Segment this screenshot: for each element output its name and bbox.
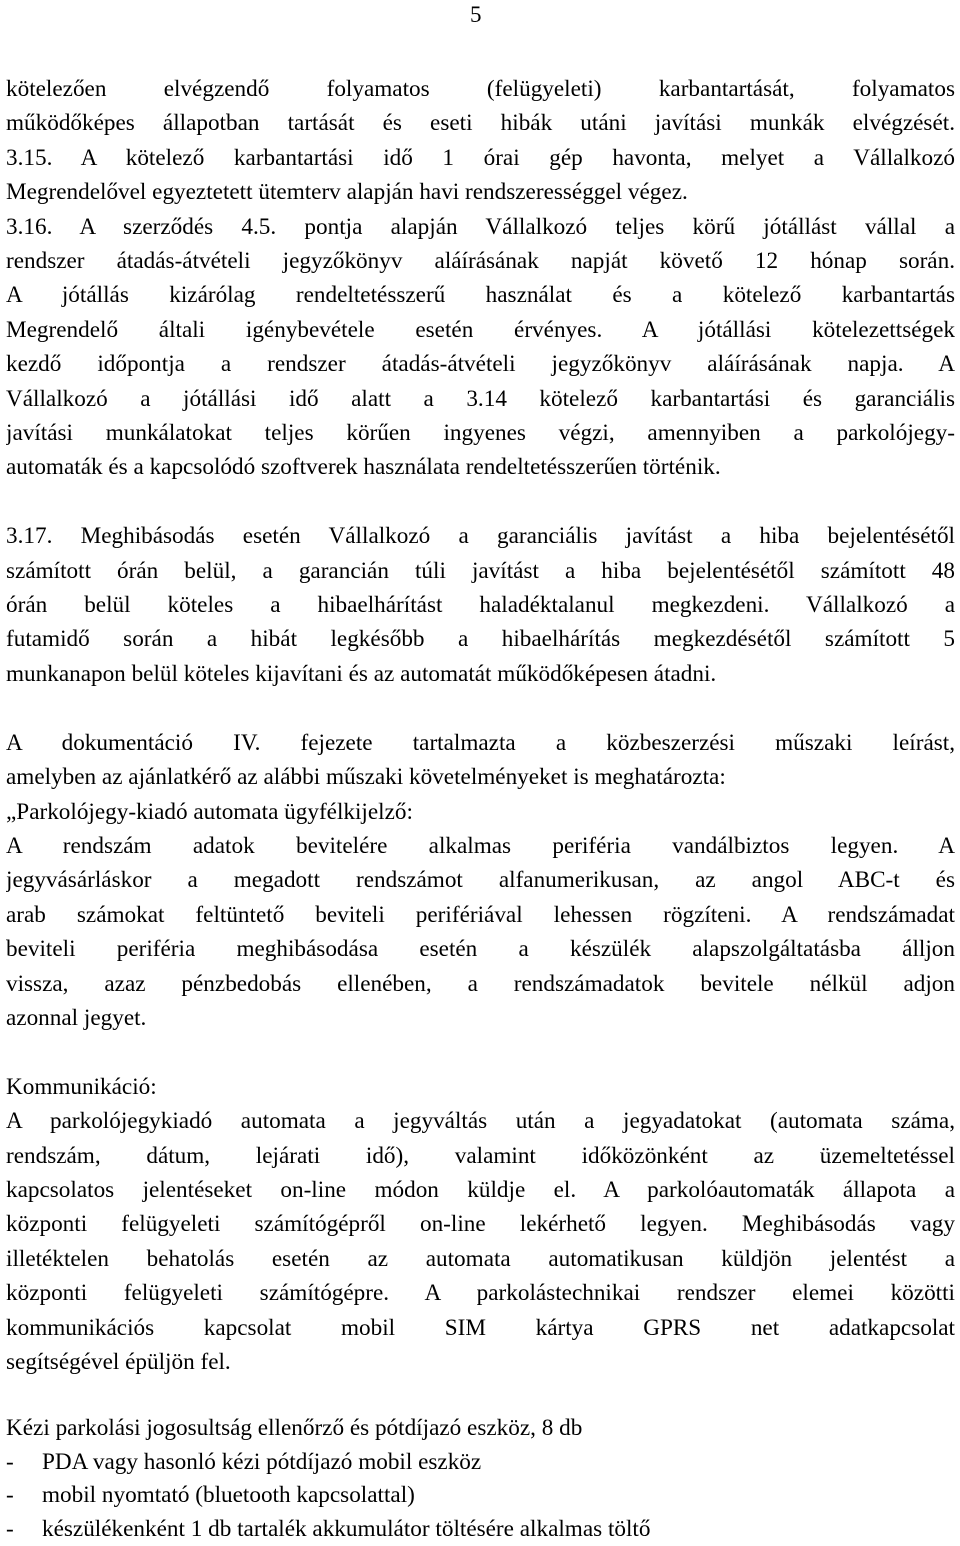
paragraph — [6, 519, 955, 691]
document-body — [6, 72, 955, 1546]
list-marker: - — [6, 1515, 14, 1542]
text-line: rendszer átadás-átvételi jegyzőkönyv aláírásának napját követő 12 hónap során. — [6, 248, 955, 275]
equipment-list — [6, 1446, 955, 1546]
text-line: kommunikációs kapcsolat mobil SIM kártya GPRS net adatkapcsolat — [6, 1314, 955, 1341]
text-line: 3.16. A szerződés 4.5. pontja alapján Vállalkozó teljes körű jótállást vállal a — [6, 213, 955, 240]
text-line: 3.17. Meghibásodás esetén Vállalkozó a garanciális javítást a hiba bejelentésétől — [6, 523, 955, 550]
equipment-heading: Kézi parkolási jogosultság ellenőrző és pótdíjazó eszköz, 8 db — [6, 1415, 583, 1442]
text-line: Kommunikáció: — [6, 1073, 157, 1100]
text-line: „Parkolójegy-kiadó automata ügyfélkijelző: — [6, 798, 413, 825]
paragraphs — [6, 72, 955, 1379]
text-line: futamidő során a hibát legkésőbb a hibaelhárítás megkezdésétől számított 5 — [6, 626, 955, 653]
text-line: rendszám, dátum, lejárati idő), valamint időközönként az üzemeltetéssel — [6, 1142, 955, 1169]
page-number: 5 — [470, 2, 482, 27]
text-line: A jótállás kizárólag rendeltetésszerű használat és a kötelező karbantartás — [6, 282, 955, 309]
text-line: 3.15. A kötelező karbantartási idő 1 órai gép havonta, melyet a Vállalkozó — [6, 144, 955, 171]
text-line: A parkolójegykiadó automata a jegyváltás után a jegyadatokat (automata száma, — [6, 1108, 955, 1135]
text-line: javítási munkálatokat teljes körűen ingyenes végzi, amennyiben a parkolójegy- — [6, 420, 955, 447]
list-item — [6, 1446, 955, 1480]
text-line: beviteli periféria meghibásodása esetén a készülék alapszolgáltatásba álljon — [6, 936, 955, 963]
text-line: jegyvásárláskor a megadott rendszámot alfanumerikusan, az angol ABC-t és — [6, 867, 955, 894]
text-line: kötelezően elvégzendő folyamatos (felügyeleti) karbantartását, folyamatos — [6, 76, 955, 102]
text-line: azonnal jegyet. — [6, 1004, 147, 1031]
paragraph — [6, 726, 955, 1036]
text-line: vissza, azaz pénzbedobás ellenében, a rendszámadatok bevitele nélkül adjon — [6, 970, 955, 997]
text-line: amelyben az ajánlatkérő az alábbi műszaki követelményeket is meghatározta: — [6, 764, 726, 791]
text-line: A rendszám adatok bevitelére alkalmas periféria vandálbiztos legyen. A — [6, 832, 955, 859]
list-item-text: PDA vagy hasonló kézi pótdíjazó mobil eszköz — [42, 1448, 482, 1475]
list-item — [6, 1513, 955, 1546]
paragraph — [6, 72, 955, 485]
text-line: kapcsolatos jelentéseket on-line módon küldje el. A parkolóautomaták állapota a — [6, 1176, 955, 1203]
list-item-text: készülékenként 1 db tartalék akkumulátor töltésére alkalmas töltő — [42, 1515, 651, 1542]
list-item — [6, 1479, 955, 1513]
paragraph — [6, 1070, 955, 1380]
list-marker: - — [6, 1482, 14, 1509]
text-line: A dokumentáció IV. fejezete tartalmazta a közbeszerzési műszaki leírást, — [6, 729, 955, 756]
text-line: munkanapon belül köteles kijavítani és az automatát működőképesen átadni. — [6, 660, 717, 687]
text-line: automaták és a kapcsolódó szoftverek használata rendeltetésszerűen történik. — [6, 454, 721, 481]
text-line: órán belül köteles a hibaelhárítást haladéktalanul megkezdeni. Vállalkozó a — [6, 592, 955, 619]
text-line: központi felügyeleti számítógépre. A parkolástechnikai rendszer elemei közötti — [6, 1280, 955, 1307]
text-line: Megrendelő általi igénybevétele esetén érvényes. A jótállási kötelezettségek — [6, 316, 955, 343]
text-line: számított órán belül, a garancián túli javítást a hiba bejelentésétől számított 48 — [6, 557, 955, 584]
list-marker: - — [6, 1448, 14, 1475]
text-line: segítségével épüljön fel. — [6, 1348, 231, 1375]
text-line: kezdő időpontja a rendszer átadás-átvételi jegyzőkönyv aláírásának napja. A — [6, 351, 955, 378]
text-line: Vállalkozó a jótállási idő alatt a 3.14 kötelező karbantartási és garanciális — [6, 385, 955, 412]
text-line: központi felügyeleti számítógépről on-line lekérhető legyen. Meghibásodás vagy — [6, 1211, 955, 1238]
text-line: illetéktelen behatolás esetén az automata automatikusan küldjön jelentést a — [6, 1245, 955, 1272]
text-line: arab számokat feltüntető beviteli perifériával lehessen rögzíteni. A rendszámadat — [6, 901, 955, 928]
text-line: működőképes állapotban tartását és eseti hibák utáni javítási munkák elvégzését. — [6, 110, 955, 137]
list-item-text: mobil nyomtató (bluetooth kapcsolattal) — [42, 1482, 415, 1509]
text-line: Megrendelővel egyeztetett ütemterv alapján havi rendszerességgel végez. — [6, 179, 688, 206]
